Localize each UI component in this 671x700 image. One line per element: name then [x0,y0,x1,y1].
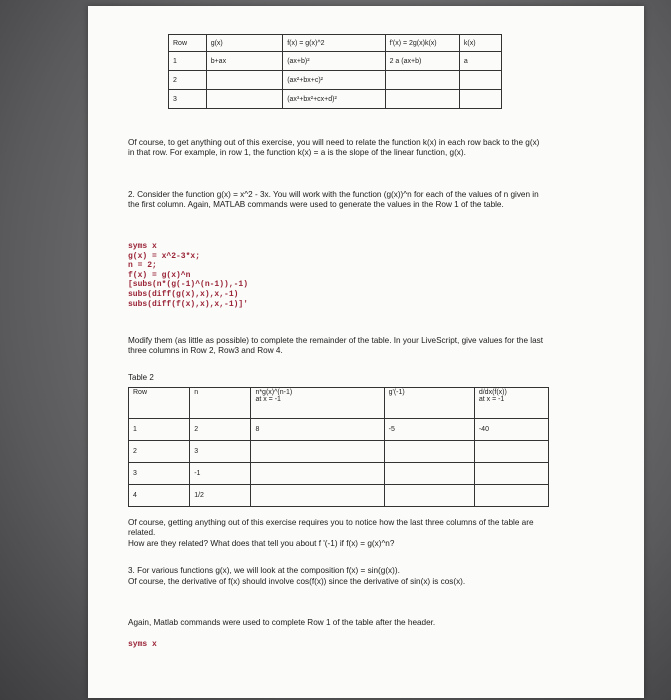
table-2-cell: -5 [384,419,474,441]
table-2-header-cell [251,388,384,419]
table-2-cell [251,485,384,507]
table-2-row [129,485,549,507]
table-2-cell: -1 [190,463,251,485]
code-line: [subs(n*(g(-1)^(n-1)),-1) [128,280,249,290]
table-2 [128,387,549,507]
table-2-cell [384,441,474,463]
document-page [88,6,644,698]
code-line: n = 2; [128,261,157,271]
table-2-cell: -40 [474,419,548,441]
table-1 [168,34,502,109]
paragraph-relate-k: Of course, to get anything out of this exercise, you will need to relate the function k(x) in each row back to the g(x) in that row. For example, in row 1, the function k(x) = a is the slope of the linear function, g(x). [128,138,540,158]
table-2-row [129,463,549,485]
table-1-cell [206,90,283,109]
table-2-header-line: n*g(x)^(n-1) [255,389,293,396]
table-2-header-cell [474,388,548,419]
table-1-cell [385,90,459,109]
code-line: f(x) = g(x)^n [128,270,191,280]
matlab-code-block [128,242,248,309]
table-2-cell [474,463,548,485]
table-2-row [129,419,549,441]
table-2-cell [251,463,384,485]
table-1-cell: b+ax [206,52,283,71]
table-2-cell [474,441,548,463]
paragraph-question: How are they related? What does that tell you about f '(-1) if f(x) = g(x)^n? [128,539,395,548]
table-1-cell: (ax³+bx²+cx+d)² [283,90,385,109]
table-1-cell: 1 [169,52,207,71]
table-2-cell [251,441,384,463]
table-2-cell: 8 [251,419,384,441]
table-2-cell: 2 [190,419,251,441]
paragraph-derivative: Of course, the derivative of f(x) should involve cos(f(x)) since the derivative of sin(x) is cos(x). [128,577,466,586]
table-1-cell [459,71,501,90]
table-2-header-row [129,388,549,419]
table-2-header-line: d/dx(f(x)) [478,389,507,396]
code-line: syms x [128,242,157,251]
table-1-row [169,90,502,109]
paragraph-columns-related: Of course, getting anything out of this exercise requires you to notice how the last three columns of the table are related. [128,518,534,538]
table-1-header-cell: f(x) = g(x)^2 [283,35,385,52]
table-2-header-cell: g'(-1) [384,388,474,419]
code-line: g(x) = x^2-3*x; [128,251,201,261]
table-2-cell: 2 [129,441,190,463]
paragraph-again-matlab: Again, Matlab commands were used to complete Row 1 of the table after the header. [128,618,436,627]
paragraph-consider-function: 2. Consider the function g(x) = x^2 - 3x. You will work with the function (g(x))^n for each of the values of n given in the first column. Again, MATLAB commands were used to generate the values in the Row 1 of the table. [128,190,539,210]
table-2-row [129,441,549,463]
table-2-cell [384,463,474,485]
code-line: subs(diff(g(x),x),x,-1) [128,289,239,299]
table-1-cell: a [459,52,501,71]
table-1-cell: (ax+b)² [283,52,385,71]
table-1-cell [459,90,501,109]
matlab-code-syms: syms x [128,640,157,649]
table-1-cell: 2 [169,71,207,90]
table-2-cell: 4 [129,485,190,507]
table-2-cell: 3 [190,441,251,463]
table-1-header-row [169,35,502,52]
code-line: subs(diff(f(x),x),x,-1)]' [128,299,249,309]
table-2-cell: 1 [129,419,190,441]
table-1-header-cell: g(x) [206,35,283,52]
table-2-header-line: at x = -1 [255,396,281,403]
table-2-header-line: at x = -1 [478,396,505,403]
paragraph-modify: Modify them (as little as possible) to complete the remainder of the table. In your LiveScript, give values for the last three columns in Row 2, Row3 and Row 4. [128,336,544,356]
paragraph-composition: 3. For various functions g(x), we will look at the composition f(x) = sin(g(x)). [128,566,400,575]
table-2-cell [474,485,548,507]
table-1-cell [385,71,459,90]
table-1-row [169,71,502,90]
table-1-header-cell: f'(x) = 2g(x)k(x) [385,35,459,52]
table-2-header-cell: n [190,388,251,419]
table-2-cell: 1/2 [190,485,251,507]
table-2-header-cell: Row [129,388,190,419]
table-1-cell: 2 a (ax+b) [385,52,459,71]
table-2-cell: 3 [129,463,190,485]
table-1-header-cell: Row [169,35,207,52]
table-1-cell [206,71,283,90]
table-1-header-cell: k(x) [459,35,501,52]
table-1-row [169,52,502,71]
table-1-cell: 3 [169,90,207,109]
table-2-cell [384,485,474,507]
table-1-cell: (ax²+bx+c)² [283,71,385,90]
table-2-caption: Table 2 [128,373,154,382]
